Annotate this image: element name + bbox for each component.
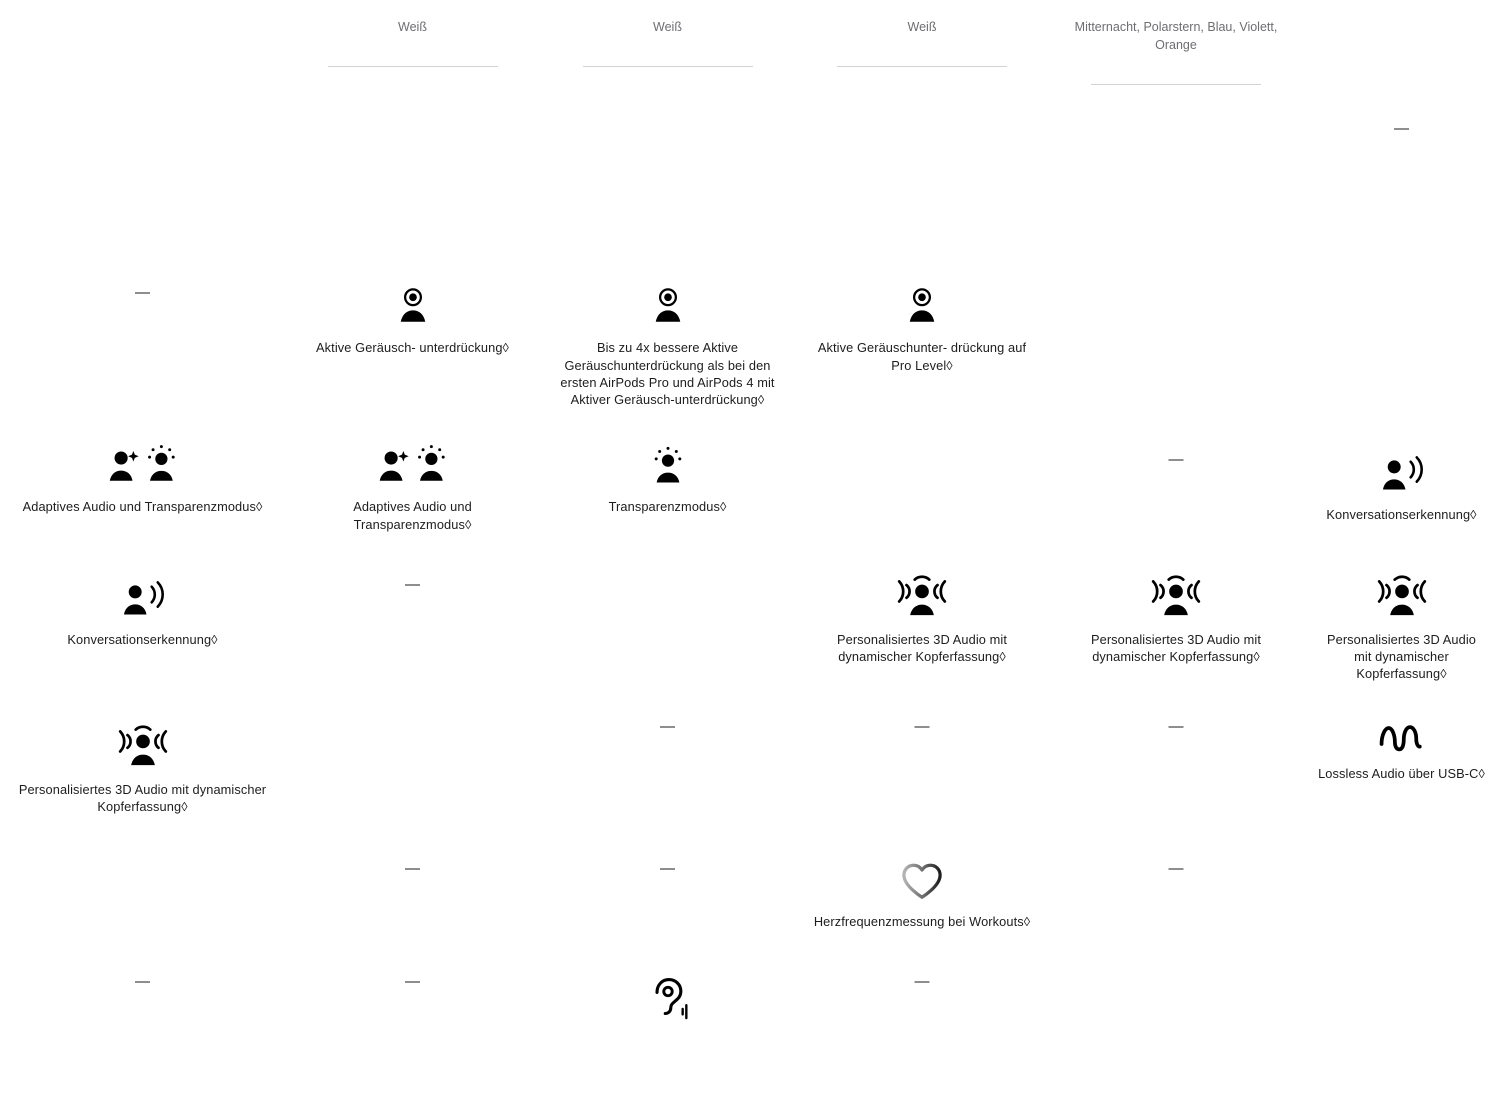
feature-label: Adaptives Audio und Transparenzmodus◊ — [22, 499, 263, 515]
header-divider-3 — [837, 66, 1007, 67]
header-colors-col-2 — [540, 0, 795, 67]
cell-conversation-4 — [285, 533, 540, 592]
person-icon — [809, 285, 1035, 327]
feature-label: Adaptives Audio und Transparenzmodus◊ — [353, 499, 472, 532]
feature-label: Lossless Audio über USB‑C◊ — [1318, 765, 1485, 781]
conversation-awareness-icon — [1317, 452, 1486, 494]
header-colors-col-1 — [285, 0, 540, 67]
cell-conversation-1 — [1049, 408, 1303, 467]
feature-label: Personalisiertes 3D Audio mit dynamischer Kopferfassung◊ — [836, 631, 1008, 665]
feature-label: Herzfrequenzmessung bei Workouts◊ — [813, 914, 1031, 930]
feature-label: Aktive Geräusch- unterdrückung◊ — [316, 340, 509, 356]
cell-spatial-4 — [0, 683, 285, 816]
feature-label: Personalisiertes 3D Audio mit dynamischer Kopferfassung◊ — [1326, 631, 1477, 682]
cell-conversation-2 — [1303, 408, 1500, 523]
row-spacer — [1303, 815, 1500, 861]
feature-label: Transparenzmodus◊ — [608, 499, 727, 515]
feature-label: Aktive Geräuschunter- drückung auf Pro Level◊ — [817, 340, 1027, 373]
empty-dash: — — [1168, 860, 1184, 878]
color-options-3: Weiß — [907, 20, 937, 34]
color-options-2: Weiß — [653, 20, 682, 34]
adaptive-audio-transparency-icon — [14, 444, 271, 486]
empty-dash: — — [405, 860, 420, 878]
row-spacer — [1049, 930, 1303, 974]
feature-label: Konversationserkennung◊ — [67, 631, 218, 647]
heart-icon — [809, 861, 1035, 901]
cell-anc-3 — [540, 85, 795, 408]
transparency-icon — [554, 444, 781, 486]
color-options-4: Mitternacht, Polarstern, Blau, Violett, Orange — [1074, 20, 1278, 53]
cell-lossless-2 — [795, 683, 1049, 734]
cell-anc-4 — [795, 85, 1049, 374]
person-icon — [554, 285, 781, 327]
cell-hearing-1 — [0, 930, 285, 989]
empty-dash: — — [1168, 451, 1184, 469]
empty-dash: — — [135, 973, 150, 991]
cell-lossless-4 — [1303, 683, 1500, 782]
empty-dash: — — [1394, 120, 1409, 138]
cell-hearing-3 — [540, 930, 795, 1032]
cell-adaptive-2 — [0, 408, 285, 515]
cell-conversation-3 — [0, 533, 285, 648]
cell-hearing-2 — [285, 930, 540, 989]
empty-dash: — — [660, 860, 675, 878]
row-spacer — [0, 815, 285, 851]
cell-adaptive-1 — [1303, 85, 1500, 136]
ear-hearing-icon — [554, 974, 781, 1020]
row-spacer — [285, 683, 540, 723]
person-icon — [299, 285, 526, 327]
cell-heart-2 — [540, 815, 795, 876]
cell-heart-1 — [285, 815, 540, 876]
cell-hearing-4 — [795, 930, 1049, 989]
conversation-awareness-icon — [14, 577, 271, 619]
row-spacer — [540, 533, 795, 577]
cell-anc-2 — [285, 85, 540, 356]
empty-dash: — — [914, 717, 930, 735]
header-divider-1 — [328, 66, 498, 67]
cell-spatial-3 — [1303, 533, 1500, 683]
empty-dash: — — [405, 973, 420, 991]
header-divider-2 — [583, 66, 753, 67]
spatial-audio-icon — [14, 723, 271, 769]
spatial-audio-icon — [809, 573, 1035, 619]
spatial-audio-icon — [1317, 573, 1486, 619]
cell-anc-1 — [0, 85, 285, 300]
header-colors-col-3 — [795, 0, 1049, 67]
lossless-audio-icon — [1317, 719, 1486, 753]
empty-dash: — — [660, 717, 675, 735]
cell-spatial-2 — [1049, 533, 1303, 666]
cell-spatial-1 — [795, 533, 1049, 666]
adaptive-audio-transparency-icon — [299, 444, 526, 486]
row-spacer — [795, 408, 1049, 444]
feature-label: Bis zu 4x bessere Aktive Geräuschunterdrückung als bei den ersten AirPods Pro und AirPods 4 mit Aktiver Geräusch-unterdrückung◊ — [560, 340, 775, 408]
feature-label: Personalisiertes 3D Audio mit dynamischer Kopferfassung◊ — [1090, 631, 1262, 665]
spatial-audio-icon — [1063, 573, 1289, 619]
header-colors-col-4 — [1049, 0, 1303, 85]
cell-heart-4 — [1049, 815, 1303, 876]
cell-lossless-3 — [1049, 683, 1303, 734]
cell-adaptive-3 — [285, 408, 540, 533]
empty-dash: — — [914, 973, 930, 991]
cell-heart-3 — [795, 815, 1049, 930]
empty-dash: — — [135, 284, 150, 302]
color-options-1: Weiß — [398, 20, 427, 34]
row-spacer — [1049, 85, 1303, 285]
cell-adaptive-4 — [540, 408, 795, 515]
empty-dash: — — [405, 575, 420, 593]
feature-label: Konversationserkennung◊ — [1326, 507, 1477, 523]
empty-dash: — — [1168, 717, 1184, 735]
feature-label: Personalisiertes 3D Audio mit dynamischer Kopferfassung◊ — [18, 781, 267, 814]
cell-lossless-1 — [540, 683, 795, 734]
